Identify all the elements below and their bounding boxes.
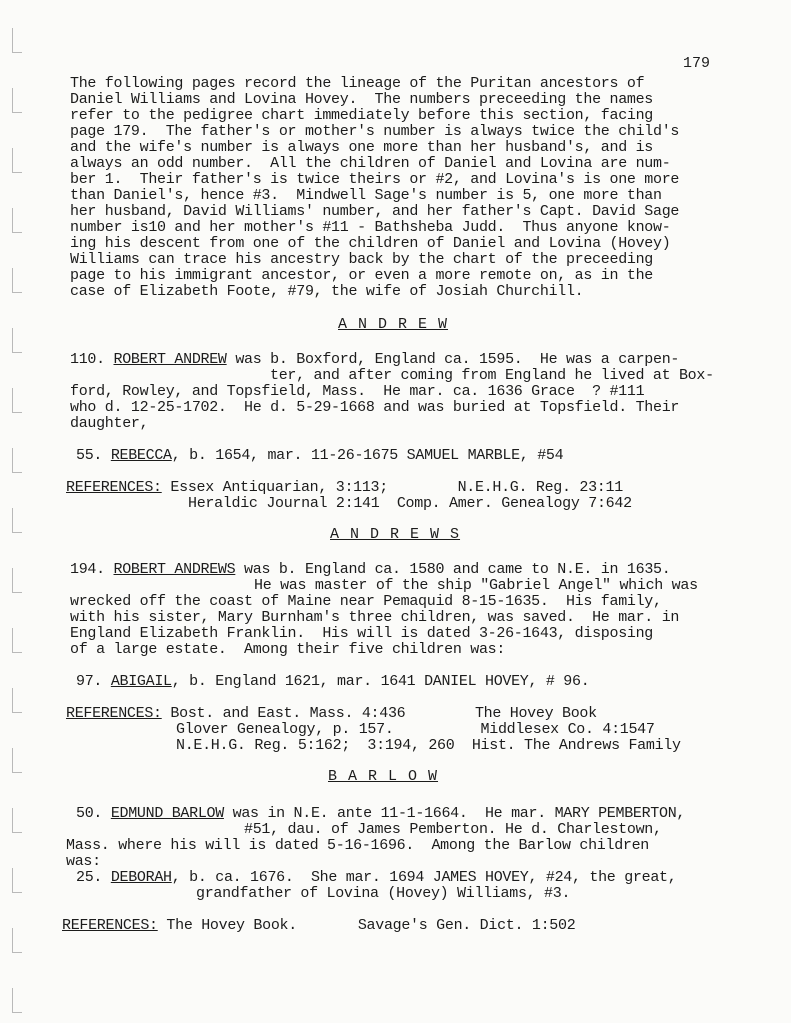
entry-text: , b. ca. 1676. She mar. 1694 JAMES HOVEY, #24, the great, (171, 869, 677, 886)
intro-line: and the wife's number is always one more than her husband's, and is (70, 139, 653, 156)
references-line (66, 480, 623, 496)
intro-line: page to his immigrant ancestor, or even a more remote on, as in the (70, 267, 653, 284)
binder-mark (12, 328, 22, 353)
entry-line (70, 562, 670, 578)
entry-line: with his sister, Mary Burnham's three children, was saved. He mar. in (70, 609, 680, 626)
reference-text: Essex Antiquarian, 3:113; N.E.H.G. Reg. 23:11 (161, 479, 623, 496)
binder-mark (12, 28, 22, 53)
child-line (76, 870, 676, 886)
child-line: grandfather of Lovina (Hovey) Williams, #3. (196, 885, 571, 902)
references-line (66, 706, 597, 722)
entry-line (70, 352, 679, 368)
references-line (62, 918, 575, 934)
person-name: DEBORAH (110, 869, 172, 886)
entry-line: ford, Rowley, and Topsfield, Mass. He mar. ca. 1636 Grace ? #111 (70, 383, 645, 400)
binder-mark (12, 928, 22, 953)
binder-mark (12, 628, 22, 653)
entry-line: England Elizabeth Franklin. His will is dated 3-26-1643, disposing (70, 625, 653, 642)
binder-mark (12, 88, 22, 113)
intro-line: Daniel Williams and Lovina Hovey. The numbers preceeding the names (70, 91, 653, 108)
binder-mark (12, 988, 22, 1013)
entry-text: was b. England ca. 1580 and came to N.E. in 1635. (235, 561, 671, 578)
binder-mark (12, 508, 22, 533)
entry-number: 110. (70, 351, 114, 368)
reference-text: The Hovey Book. Savage's Gen. Dict. 1:502 (157, 917, 576, 934)
intro-line: refer to the pedigree chart immediately before this section, facing (70, 107, 653, 124)
section-heading: B A R L O W (328, 768, 439, 785)
binder-mark (12, 148, 22, 173)
intro-line: Williams can trace his ancestry back by the chart of the preceeding (70, 251, 653, 268)
intro-line: case of Elizabeth Foote, #79, the wife of Josiah Churchill. (70, 283, 584, 300)
entry-text: , b. 1654, mar. 11-26-1675 SAMUEL MARBLE, #54 (171, 447, 564, 464)
intro-line: number is10 and her mother's #11 - Bathsheba Judd. Thus anyone know- (70, 219, 671, 236)
binder-mark (12, 208, 22, 233)
references-line: Heraldic Journal 2:141 Comp. Amer. Genealogy 7:642 (188, 495, 632, 512)
entry-line: wrecked off the coast of Maine near Pemaquid 8-15-1635. His family, (70, 593, 662, 610)
intro-line: ber 1. Their father's is twice theirs or #2, and Lovina's is one more (70, 171, 680, 188)
binder-mark (12, 448, 22, 473)
intro-line: ing his descent from one of the children of Daniel and Lovina (Hovey) (70, 235, 671, 252)
binder-mark (12, 568, 22, 593)
entry-line: daughter, (70, 415, 149, 432)
entry-text: , b. England 1621, mar. 1641 DANIEL HOVEY, # 96. (171, 673, 590, 690)
person-name: ROBERT ANDREW (113, 351, 227, 368)
binder-mark (12, 388, 22, 413)
entry-text: was b. Boxford, England ca. 1595. He was a carpen- (226, 351, 680, 368)
entry-number: 25. (76, 869, 111, 886)
person-name: REBECCA (110, 447, 172, 464)
page-number: 179 (683, 55, 711, 72)
entry-number: 97. (76, 673, 111, 690)
entry-line: ter, and after coming from England he lived at Box- (270, 367, 714, 384)
entry-number: 194. (70, 561, 114, 578)
references-label: REFERENCES: (62, 917, 158, 934)
reference-text: Bost. and East. Mass. 4:436 The Hovey Book (161, 705, 597, 722)
section-heading: A N D R E W (338, 316, 449, 333)
binder-mark (12, 748, 22, 773)
child-line (76, 674, 589, 690)
binder-mark (12, 868, 22, 893)
entry-number: 55. (76, 447, 111, 464)
child-line (76, 448, 563, 464)
person-name: ABIGAIL (110, 673, 172, 690)
intro-line: page 179. The father's or mother's number is always twice the child's (70, 123, 680, 140)
binder-mark (12, 808, 22, 833)
section-heading: A N D R E W S (330, 526, 461, 543)
intro-line: The following pages record the lineage of the Puritan ancestors of (70, 75, 645, 92)
references-line: Glover Genealogy, p. 157. Middlesex Co. 4:1547 (176, 721, 655, 738)
binder-mark (12, 268, 22, 293)
references-label: REFERENCES: (66, 479, 162, 496)
entry-text: was in N.E. ante 11-1-1664. He mar. MARY PEMBERTON, (223, 805, 686, 822)
entry-line: Mass. where his will is dated 5-16-1696. Among the Barlow children (66, 837, 649, 854)
entry-line: #51, dau. of James Pemberton. He d. Charlestown, (244, 821, 662, 838)
references-label: REFERENCES: (66, 705, 162, 722)
entry-line (76, 806, 685, 822)
person-name: EDMUND BARLOW (110, 805, 224, 822)
binder-mark (12, 688, 22, 713)
entry-line: who d. 12-25-1702. He d. 5-29-1668 and was buried at Topsfield. Their (70, 399, 680, 416)
intro-line: her husband, David Williams' number, and her father's Capt. David Sage (70, 203, 680, 220)
entry-line: of a large estate. Among their five children was: (70, 641, 506, 658)
intro-line: always an odd number. All the children of Daniel and Lovina are num- (70, 155, 671, 172)
intro-line: than Daniel's, hence #3. Mindwell Sage's number is 5, one more than (70, 187, 662, 204)
entry-line: He was master of the ship "Gabriel Angel" which was (254, 577, 698, 594)
references-line: N.E.H.G. Reg. 5:162; 3:194, 260 Hist. The Andrews Family (176, 737, 681, 754)
person-name: ROBERT ANDREWS (113, 561, 236, 578)
entry-line: was: (66, 853, 101, 870)
entry-number: 50. (76, 805, 111, 822)
